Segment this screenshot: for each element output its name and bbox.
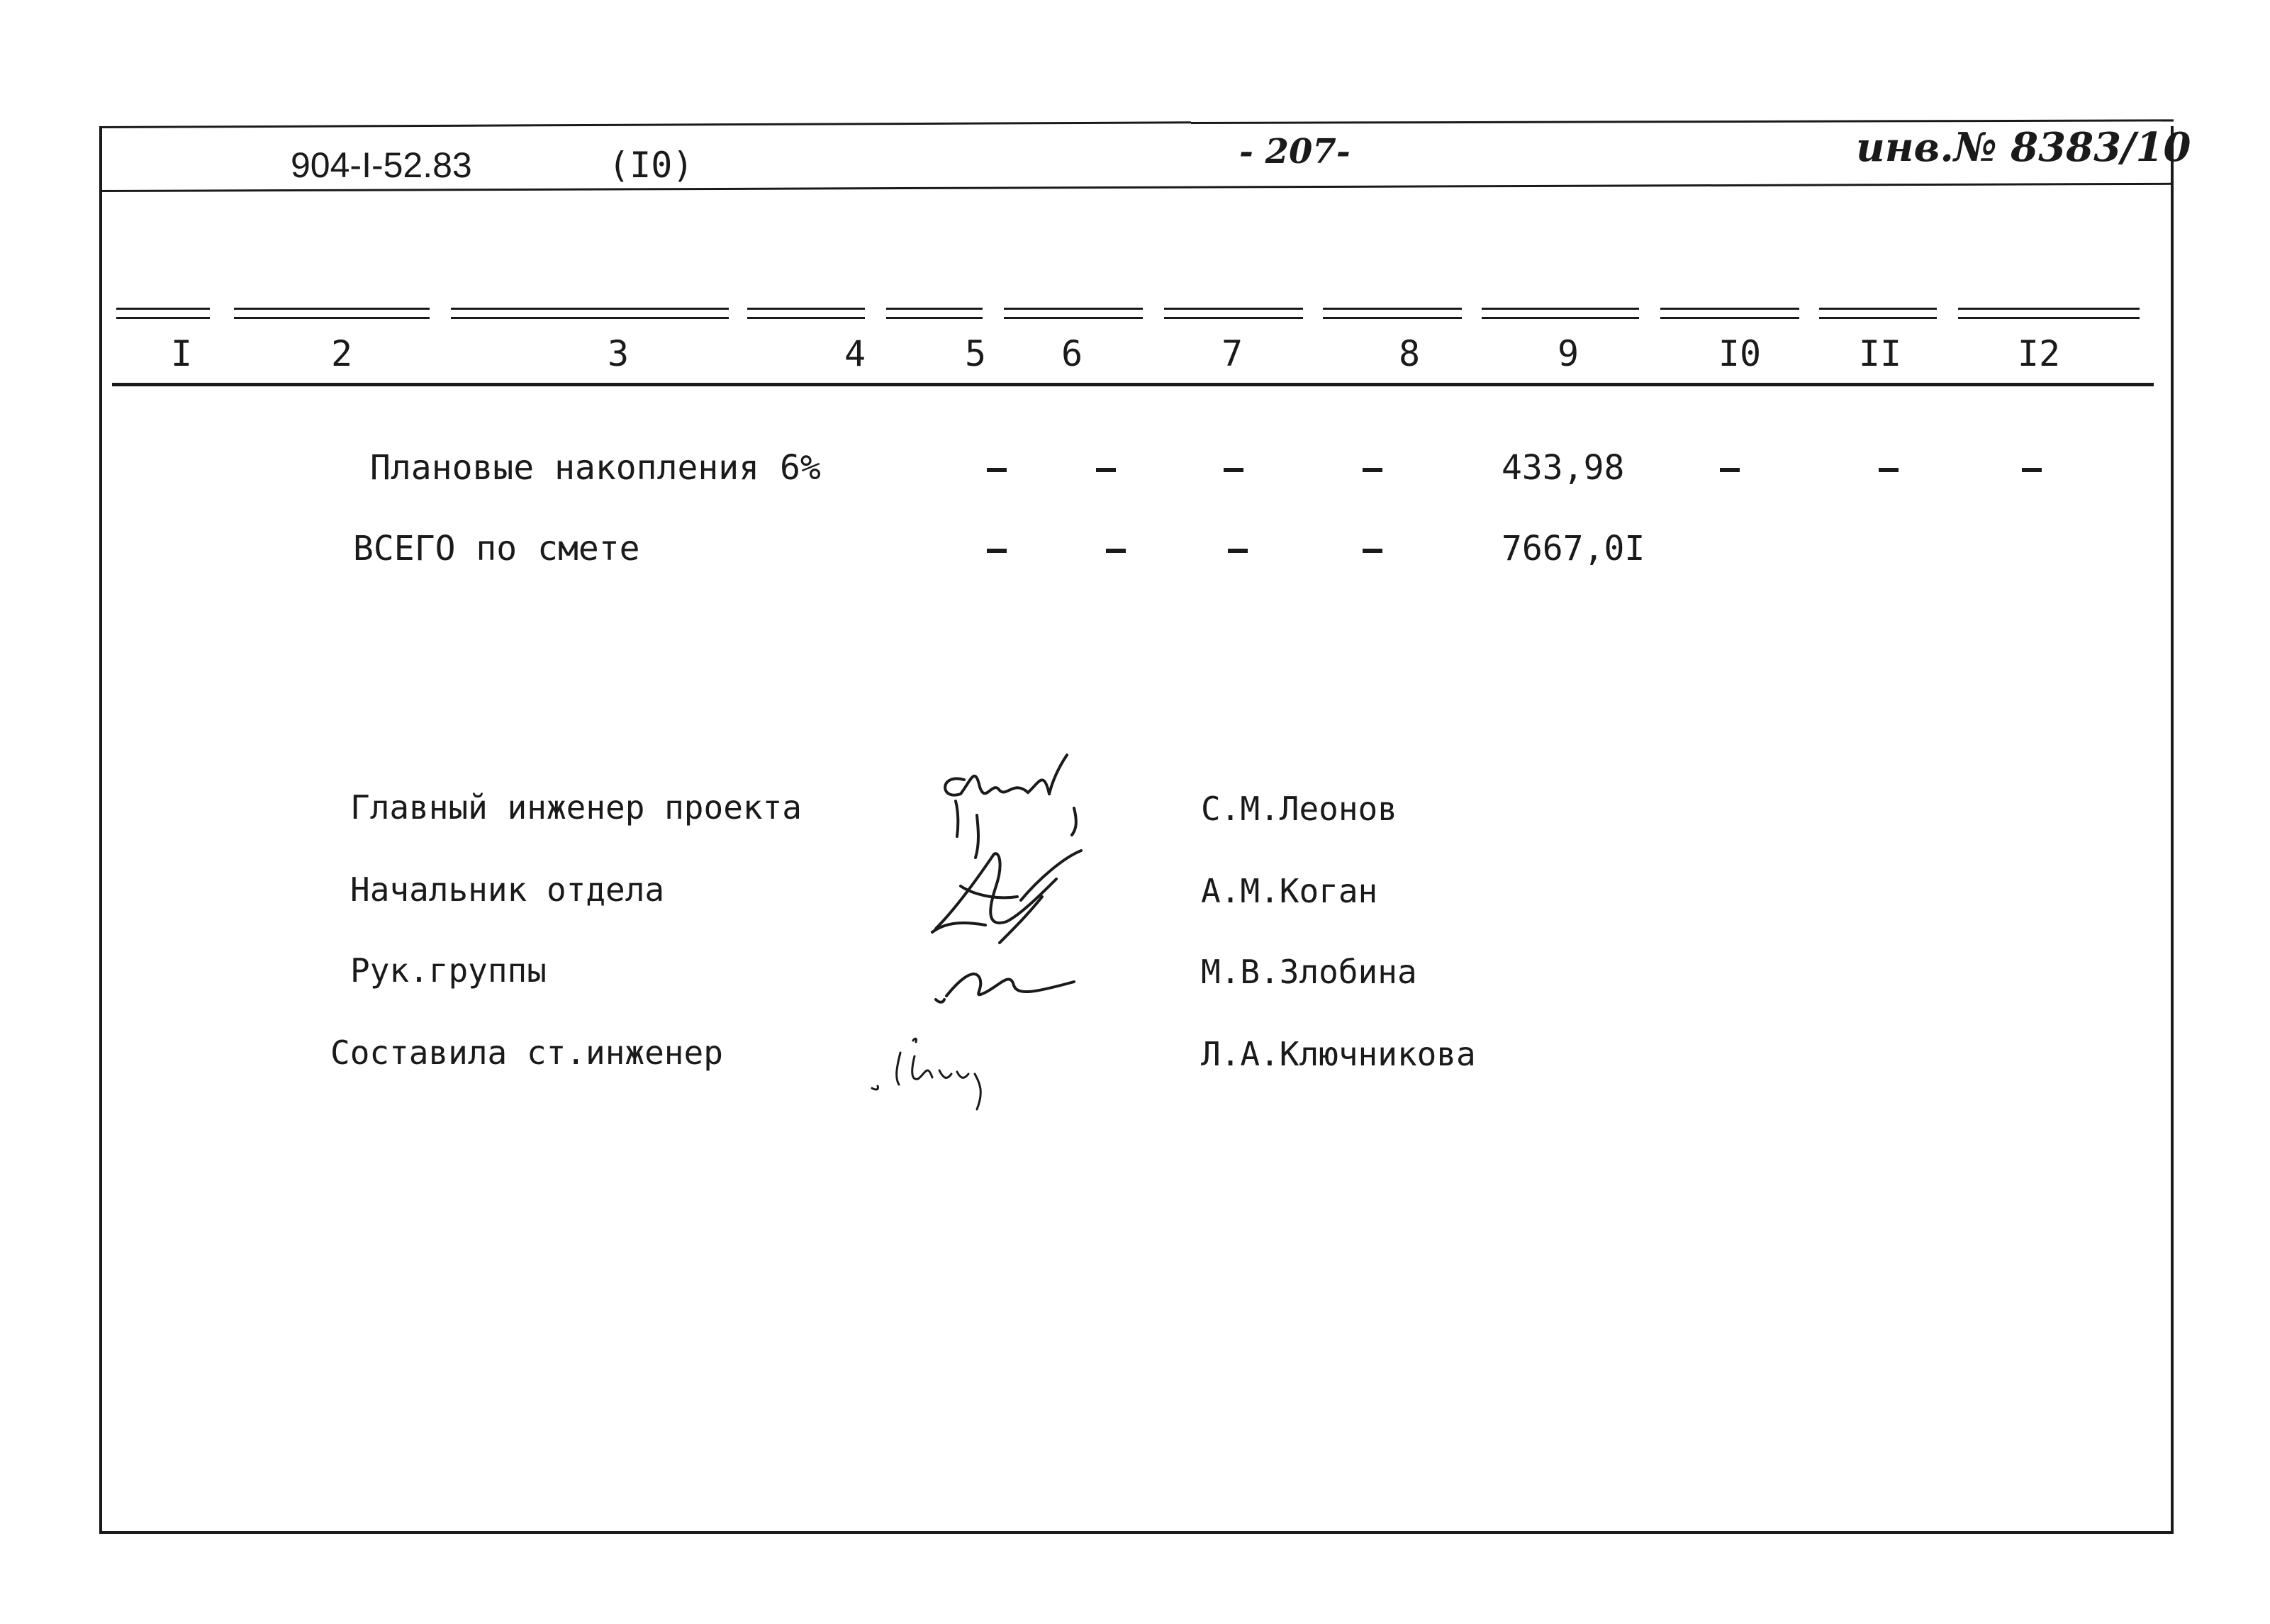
column-number: II bbox=[1858, 333, 1902, 374]
table-header-rule bbox=[112, 383, 2154, 386]
inventory-number: инв.№ 8383/10 bbox=[1856, 124, 2191, 171]
column-double-rule bbox=[116, 308, 210, 319]
sheet-number: (I0) bbox=[608, 145, 694, 186]
column-double-rule bbox=[1323, 308, 1462, 319]
column-double-rule bbox=[1819, 308, 1937, 319]
empty-cell-dash bbox=[987, 549, 1007, 553]
signatory-role: Составила ст.инженер bbox=[330, 1034, 723, 1072]
row-label: ВСЕГО по смете bbox=[353, 529, 640, 569]
empty-cell-dash bbox=[1879, 468, 1899, 472]
column-number: 3 bbox=[607, 333, 630, 374]
column-number: I2 bbox=[2017, 333, 2061, 374]
empty-cell-dash bbox=[1096, 468, 1116, 472]
column-number: 6 bbox=[1061, 333, 1083, 374]
doc-code: 904-I-52.83 bbox=[291, 145, 472, 185]
page-number: - 207- bbox=[1239, 132, 1351, 172]
handwritten-signatures bbox=[794, 751, 1163, 1120]
column-double-rule bbox=[747, 308, 865, 319]
column-number: 2 bbox=[330, 333, 353, 374]
column-number: 5 bbox=[964, 333, 987, 374]
empty-cell-dash bbox=[1224, 468, 1243, 472]
column-double-rule bbox=[1660, 308, 1799, 319]
column-double-rule bbox=[451, 308, 729, 319]
column-number: 7 bbox=[1221, 333, 1243, 374]
column-number: I0 bbox=[1718, 333, 1762, 374]
column-double-rule bbox=[886, 308, 983, 319]
column-number: 9 bbox=[1557, 333, 1580, 374]
row-value: 7667,0I bbox=[1502, 529, 1645, 569]
signatory-name: М.В.Злобина bbox=[1201, 953, 1417, 991]
signatory-name: С.М.Леонов bbox=[1201, 790, 1397, 828]
column-double-rule bbox=[1004, 308, 1143, 319]
empty-cell-dash bbox=[1363, 468, 1382, 472]
column-double-rule bbox=[1164, 308, 1303, 319]
row-label: Плановые накопления 6% bbox=[370, 448, 821, 488]
signatory-name: А.М.Коган bbox=[1201, 872, 1378, 910]
column-double-rule bbox=[234, 308, 430, 319]
empty-cell-dash bbox=[1363, 549, 1382, 553]
signatory-name: Л.А.Ключникова bbox=[1201, 1035, 1476, 1073]
signatory-role: Главный инженер проекта bbox=[350, 788, 802, 827]
column-double-rule bbox=[1958, 308, 2140, 319]
empty-cell-dash bbox=[1720, 468, 1740, 472]
column-number: I bbox=[170, 333, 193, 374]
column-number: 4 bbox=[844, 333, 866, 374]
empty-cell-dash bbox=[2022, 468, 2042, 472]
empty-cell-dash bbox=[1106, 549, 1126, 553]
row-value: 433,98 bbox=[1502, 448, 1625, 488]
column-number: 8 bbox=[1398, 333, 1421, 374]
signatory-role: Рук.группы bbox=[350, 951, 547, 990]
column-double-rule bbox=[1482, 308, 1639, 319]
signatory-role: Начальник отдела bbox=[350, 870, 665, 909]
frame-top-line-right bbox=[1191, 119, 2174, 124]
empty-cell-dash bbox=[1228, 549, 1248, 553]
empty-cell-dash bbox=[987, 468, 1007, 472]
